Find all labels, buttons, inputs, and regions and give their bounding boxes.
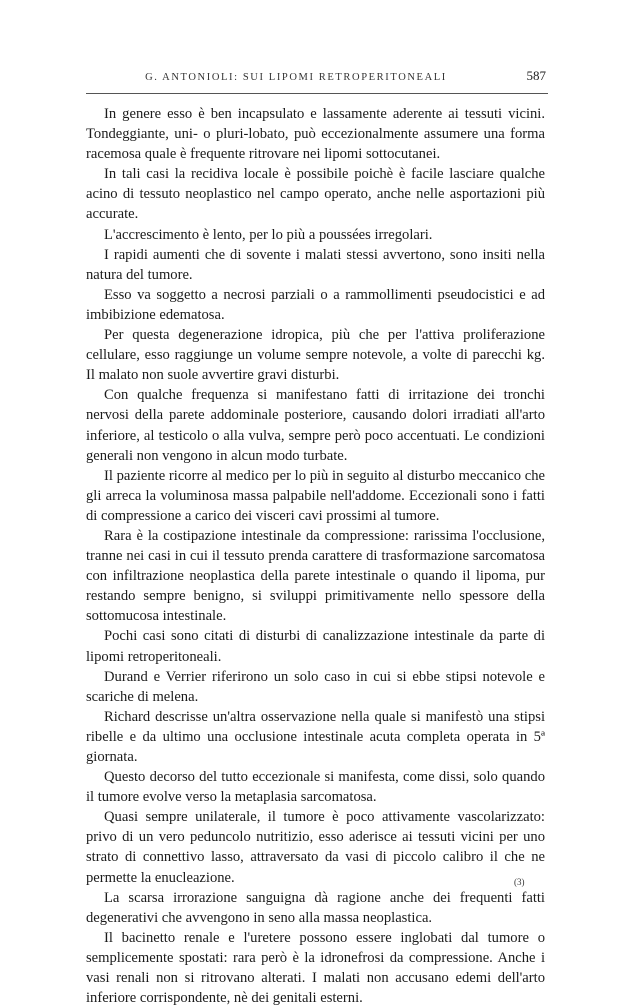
paragraph: Rara è la costipazione intestinale da compressione: rarissima l'occlusione, tranne nei casi in cui il tessuto prenda carattere di trasformazione sarcomatosa con infiltrazione neoplastica della parete intestinale o quando il lipoma, pur restando sempre benigno, si sviluppi primitivamente nello spessore della sottomucosa intestinale. <box>86 527 545 625</box>
running-title: G. ANTONIOLI: SUI LIPOMI RETROPERITONEALI <box>145 72 447 83</box>
paragraph: La scarsa irrorazione sanguigna dà ragione anche dei frequenti fatti degenerativi che avvengono in seno alla massa neoplastica. <box>86 889 545 926</box>
paragraph: Quasi sempre unilaterale, il tumore è poco attivamente vascolarizzato: privo di un vero peduncolo nutritizio, esso aderisce ai tessuti vicini per uno strato di connettivo lasso, attraversato da vasi di piccolo calibro il che ne permette la enucleazione. <box>86 809 545 886</box>
paragraph: In genere esso è ben incapsulato e lassamente aderente ai tessuti vicini. Tondeggiante, uni- o pluri-lobato, può eccezionalmente assumere una forma racemosa quale è frequente ritrovare nei lipomi sottocutanei. <box>86 106 545 163</box>
paragraph: Richard descrisse un'altra osservazione nella quale si manifestò una stipsi ribelle e da ultimo una occlusione intestinale acuta completa operata in 5ª giornata. <box>86 708 545 765</box>
page-number: 587 <box>526 68 546 83</box>
page-header <box>86 68 546 88</box>
paragraph: Il bacinetto renale e l'uretere possono essere inglobati dal tumore o semplicemente spostati: rara però è la idronefrosi da compressione. Anche i vasi renali non si ritrovano alterati. I malati non accusano edemi dell'arto inferiore corrispondente, nè dei genitali esterni. <box>86 929 545 1007</box>
paragraph: Con qualche frequenza si manifestano fatti di irritazione dei tronchi nervosi della parete addominale posteriore, causando dolori irradiati all'arto inferiore, al testicolo o alla vulva, sempre però poco accentuati. Le condizioni generali non vengono in alcun modo turbate. <box>86 387 545 464</box>
paragraph: L'accrescimento è lento, per lo più a poussées irregolari. <box>104 226 433 243</box>
paragraph: Il paziente ricorre al medico per lo più in seguito al disturbo meccanico che gli arreca la voluminosa massa palpabile nell'addome. Eccezionali sono i fatti di compressione a carico dei visceri cavi prossimi al tumore. <box>86 467 545 524</box>
body-text <box>86 104 545 1008</box>
paragraph: Durand e Verrier riferirono un solo caso in cui si ebbe stipsi notevole e scariche di melena. <box>86 668 545 705</box>
paragraph: Pochi casi sono citati di disturbi di canalizzazione intestinale da parte di lipomi retroperitoneali. <box>86 628 545 665</box>
signature-mark: (3) <box>514 877 525 887</box>
header-rule <box>86 93 548 94</box>
paragraph: In tali casi la recidiva locale è possibile poichè è facile lasciare qualche acino di tessuto neoplastico nel campo operato, anche nelle asportazioni più accurate. <box>86 166 545 223</box>
paragraph: Esso va soggetto a necrosi parziali o a rammollimenti pseudocistici e ad imbibizione edematosa. <box>86 286 545 323</box>
paragraph: I rapidi aumenti che di sovente i malati stessi avvertono, sono insiti nella natura del tumore. <box>86 246 545 283</box>
paragraph: Per questa degenerazione idropica, più che per l'attiva proliferazione cellulare, esso raggiunge un volume sempre notevole, a volte di parecchi kg. Il malato non suole avvertire gravi disturbi. <box>86 327 545 384</box>
paragraph: Questo decorso del tutto eccezionale si manifesta, come dissi, solo quando il tumore evolve verso la metaplasia sarcomatosa. <box>86 769 545 806</box>
